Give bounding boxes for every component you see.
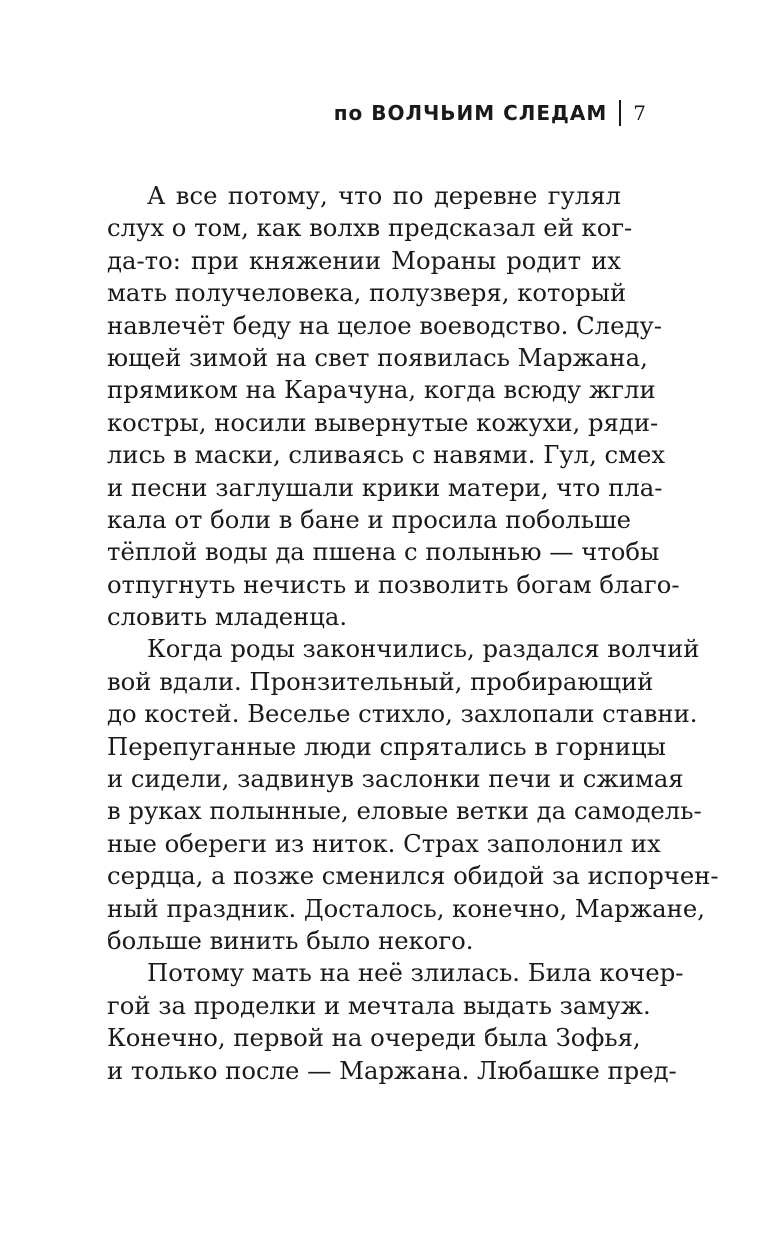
page-number: 7 [633,101,646,125]
text-line: Когда роды закончились, раздался волчий [147,634,700,664]
text-line: А все потому, что по деревне гулял [147,181,621,210]
text-line: словить младенца. [107,602,348,632]
text-line: Конечно, первой на очереди была Зофья, [107,1023,641,1053]
running-title: по ВОЛЧЬИМ СЛЕДАМ [333,101,608,125]
text-line: лись в маски, сливаясь с навями. Гул, смех [107,440,666,470]
text-line: больше винить было некого. [107,925,474,955]
text-line: кала от боли в бане и просила побольше [107,504,631,534]
text-line: вой вдали. Пронзительный, пробирающий [107,666,654,696]
text-line: навлечёт беду на целое воеводство. Следу- [107,310,662,340]
text-line: и сидели, задвинув заслонки печи и сжимая [107,764,684,794]
text-line: сердца, а позже сменился обидой за испорчен- [107,861,719,891]
text-line: и песни заглушали крики матери, что пла- [107,472,663,502]
text-line: и только после — Маржана. Любашке пред- [107,1055,677,1085]
text-line: в руках полынные, еловые ветки да самодель- [107,796,702,826]
header-separator [619,100,621,126]
text-line: гой за проделки и мечтала выдать замуж. [107,990,651,1020]
text-line: мать получеловека, полузверя, который [107,278,627,308]
paragraph-3 [107,957,684,1087]
text-line: до костей. Веселье стихло, захлопали ставни. [107,699,698,729]
paragraph-1 [107,180,680,633]
text-line: Перепуганные люди спрятались в горницы [107,731,666,761]
text-line: ный праздник. Досталось, конечно, Маржане, [107,893,705,923]
text-line: слух о том, как волхв предсказал ей ког- [107,213,633,243]
page-body [107,180,719,1087]
text-line: тёплой воды да пшена с полынью — чтобы [107,537,660,567]
paragraph-2 [107,633,719,957]
text-line: да-то: при княжении Мораны родит их [107,245,621,275]
text-line: Потому мать на неё злилась. Била кочер- [147,958,684,988]
text-line: ные обереги из ниток. Страх заполонил их [107,828,661,858]
running-header [334,100,646,126]
text-line: отпугнуть нечисть и позволить богам благо- [107,569,680,599]
text-line: ющей зимой на свет появилась Маржана, [107,342,648,372]
text-line: прямиком на Карачуна, когда всюду жгли [107,375,656,405]
text-line: костры, носили вывернутые кожухи, ряди- [107,407,659,437]
